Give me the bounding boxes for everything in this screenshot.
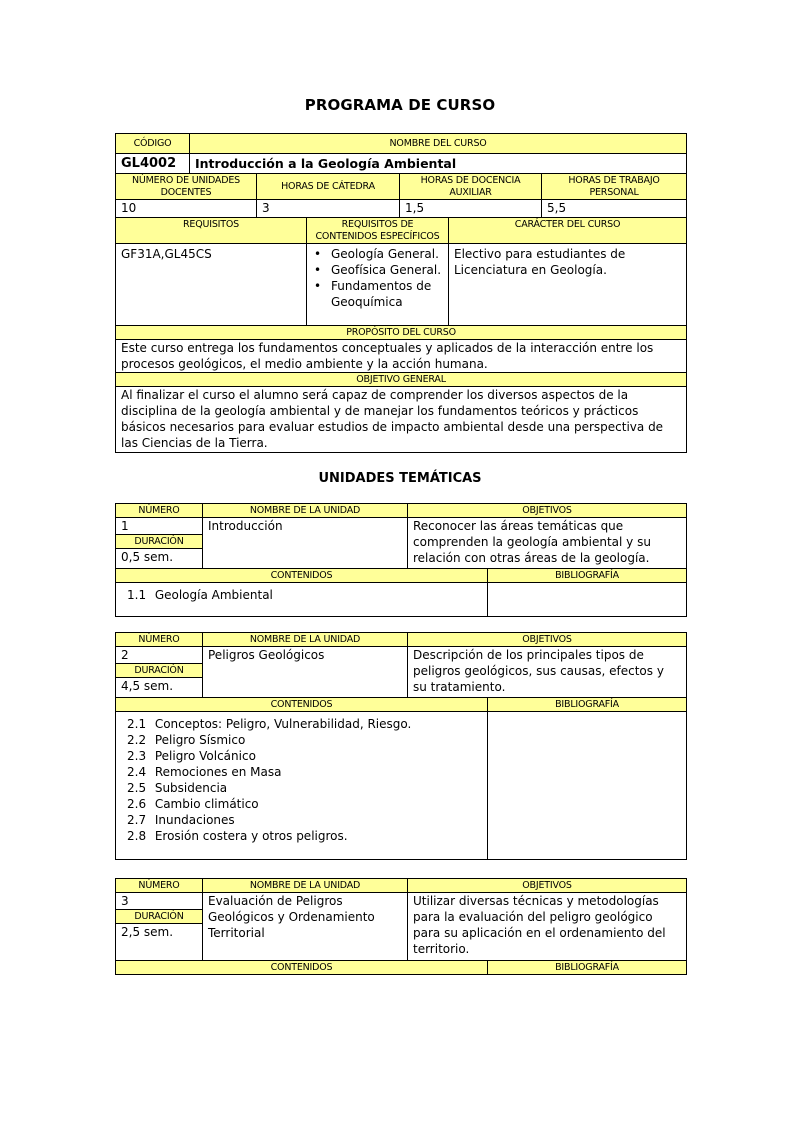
section-title: UNIDADES TEMÁTICAS [318, 471, 482, 486]
objectives-header: OBJETIVOS [408, 633, 687, 647]
number-header: NÚMERO [116, 504, 203, 518]
content-requirements-header: REQUISITOS DE CONTENIDOS ESPECÍFICOS [307, 218, 449, 244]
character-header: CARÁCTER DEL CURSO [449, 218, 687, 244]
unit-name-header: NOMBRE DE LA UNIDAD [203, 633, 408, 647]
aux-hours-header: HORAS DE DOCENCIA AUXILIAR [400, 174, 542, 200]
personal-hours-value: 5,5 [542, 200, 687, 218]
unit-table-1 [115, 503, 687, 617]
lecture-hours-header: HORAS DE CÁTEDRA [257, 174, 400, 200]
unit-duration: 2,5 sem. [116, 924, 203, 961]
contents-header: CONTENIDOS [116, 569, 488, 583]
content-item: 2.5 Subsidencia [127, 781, 228, 795]
purpose-header: PROPÓSITO DEL CURSO [116, 326, 687, 340]
content-requirement-item: • Geofísica General. [309, 262, 446, 278]
content-item: 2.6 Cambio climático [127, 797, 259, 811]
duration-header: DURACIÓN [116, 535, 203, 549]
unit-table-2 [115, 632, 687, 860]
bibliography-header: BIBLIOGRAFÍA [488, 698, 687, 712]
course-name: Introducción a la Geología Ambiental [190, 154, 687, 174]
code-header: CÓDIGO [116, 134, 190, 154]
unit-name-header: NOMBRE DE LA UNIDAD [203, 879, 408, 893]
content-item: 2.3 Peligro Volcánico [127, 749, 256, 763]
unit-objectives: Descripción de los principales tipos de peligros geológicos, sus causas, efectos y su tratamiento. [408, 647, 687, 698]
page-title: PROGRAMA DE CURSO [304, 96, 496, 114]
content-requirements-list [307, 244, 449, 326]
bibliography-header: BIBLIOGRAFÍA [488, 569, 687, 583]
aux-hours-value: 1,5 [400, 200, 542, 218]
unit-name-header: NOMBRE DE LA UNIDAD [203, 504, 408, 518]
units-value: 10 [116, 200, 257, 218]
unit-bibliography [488, 712, 687, 860]
unit-duration: 4,5 sem. [116, 678, 203, 698]
unit-objectives: Reconocer las áreas temáticas que comprenden la geología ambiental y su relación con otras áreas de la geología. [408, 518, 687, 569]
content-item: 2.2 Peligro Sísmico [127, 733, 246, 747]
content-item: 2.4 Remociones en Masa [127, 765, 282, 779]
content-item: 2.8 Erosión costera y otros peligros. [127, 829, 348, 843]
unit-duration: 0,5 sem. [116, 549, 203, 569]
duration-header: DURACIÓN [116, 664, 203, 678]
requirements-value: GF31A,GL45CS [116, 244, 307, 326]
unit-name: Evaluación de Peligros Geológicos y Ordenamiento Territorial [203, 893, 408, 961]
content-requirement-item: • Fundamentos de Geoquímica [309, 278, 446, 310]
unit-name: Peligros Geológicos [203, 647, 408, 698]
number-header: NÚMERO [116, 633, 203, 647]
duration-header: DURACIÓN [116, 910, 203, 924]
objectives-header: OBJETIVOS [408, 504, 687, 518]
contents-header: CONTENIDOS [116, 698, 488, 712]
character-value: Electivo para estudiantes de Licenciatura en Geología. [449, 244, 687, 326]
bibliography-header: BIBLIOGRAFÍA [488, 961, 687, 975]
objectives-header: OBJETIVOS [408, 879, 687, 893]
purpose-text: Este curso entrega los fundamentos conceptuales y aplicados de la interacción entre los procesos geológicos, el medio ambiente y la acción humana. [116, 340, 687, 373]
lecture-hours-value: 3 [257, 200, 400, 218]
unit-contents [116, 583, 488, 617]
unit-contents [116, 712, 488, 860]
course-info-table [115, 133, 687, 453]
number-header: NÚMERO [116, 879, 203, 893]
units-header: NÚMERO DE UNIDADES DOCENTES [116, 174, 257, 200]
content-item: 1.1 Geología Ambiental [127, 588, 273, 602]
unit-bibliography [488, 583, 687, 617]
unit-name: Introducción [203, 518, 408, 569]
unit-number: 3 [116, 893, 203, 910]
course-name-header: NOMBRE DEL CURSO [190, 134, 687, 154]
content-item: 2.1 Conceptos: Peligro, Vulnerabilidad, Riesgo. [127, 717, 412, 731]
course-code: GL4002 [116, 154, 190, 174]
content-item: 2.7 Inundaciones [127, 813, 235, 827]
general-objective-header: OBJETIVO GENERAL [116, 373, 687, 387]
unit-number: 2 [116, 647, 203, 664]
unit-number: 1 [116, 518, 203, 535]
requirements-header: REQUISITOS [116, 218, 307, 244]
personal-hours-header: HORAS DE TRABAJO PERSONAL [542, 174, 687, 200]
content-requirement-item: • Geología General. [309, 246, 446, 262]
contents-header: CONTENIDOS [116, 961, 488, 975]
unit-table-3 [115, 878, 687, 975]
general-objective-text: Al finalizar el curso el alumno será capaz de comprender los diversos aspectos de la disciplina de la geología ambiental y de manejar los fundamentos teóricos y prácticos básicos necesarios para evaluar estudios de impacto ambiental desde una perspectiva de las Ciencias de la Tierra. [116, 387, 687, 453]
unit-objectives: Utilizar diversas técnicas y metodologías para la evaluación del peligro geológico para su aplicación en el ordenamiento del territorio. [408, 893, 687, 961]
